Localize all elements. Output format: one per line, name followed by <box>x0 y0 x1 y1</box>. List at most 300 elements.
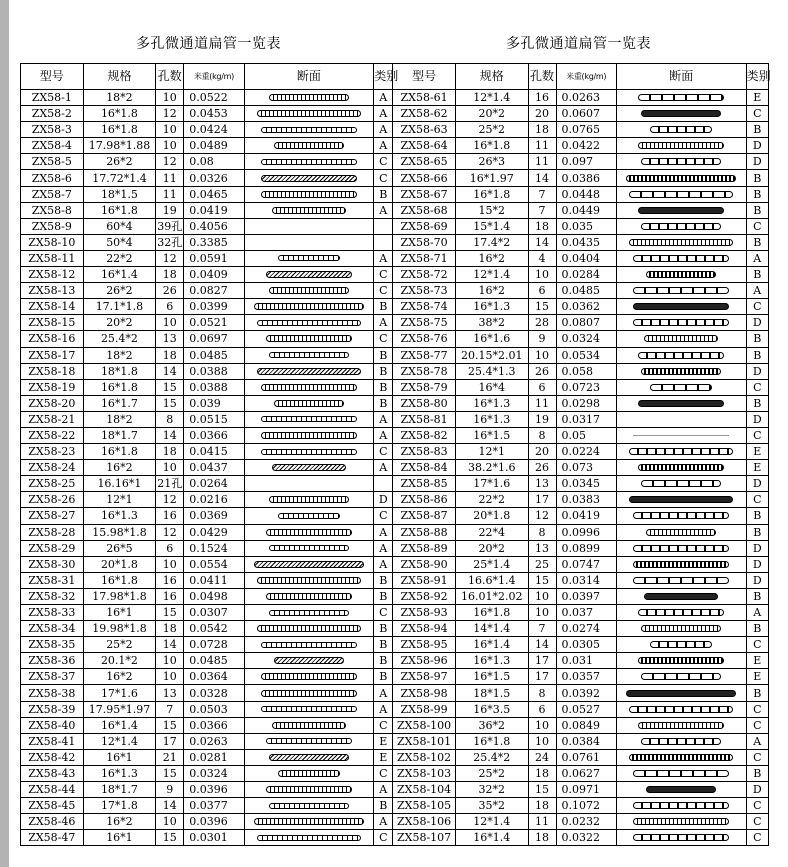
cell-model: ZX58-102 <box>393 749 456 765</box>
table-row <box>21 138 769 154</box>
cell-model: ZX58-36 <box>21 653 84 669</box>
cell-section <box>244 701 374 717</box>
table-row <box>21 492 769 508</box>
table-row <box>21 315 769 331</box>
cell-model: ZX58-45 <box>21 798 84 814</box>
cell-section <box>616 588 746 604</box>
cross-section-diagram <box>644 335 718 342</box>
cell-weight: 0.0971 <box>556 782 616 798</box>
table-row <box>21 347 769 363</box>
cell-model: ZX58-25 <box>21 476 84 492</box>
cell-spec: 16*1.3 <box>455 411 528 427</box>
cell-model: ZX58-71 <box>393 250 456 266</box>
cell-category: A <box>374 250 393 266</box>
cell-holes: 17 <box>528 492 556 508</box>
cell-category: B <box>374 588 393 604</box>
cross-section-diagram <box>257 577 361 584</box>
table-row <box>21 460 769 476</box>
cell-category: A <box>746 283 768 299</box>
cell-category: E <box>374 749 393 765</box>
cross-section-diagram <box>638 352 724 359</box>
cell-weight: 0.0422 <box>556 138 616 154</box>
cell-weight: 0.4056 <box>184 218 244 234</box>
cell-section <box>616 717 746 733</box>
cell-holes: 18 <box>156 444 184 460</box>
cross-section-diagram <box>638 609 724 616</box>
cell-weight: 0.0324 <box>556 331 616 347</box>
cell-weight: 0.0761 <box>556 749 616 765</box>
cell-model: ZX58-97 <box>393 669 456 685</box>
cell-weight: 0.0728 <box>184 637 244 653</box>
header-spec: 规格 <box>83 64 156 90</box>
cell-category: B <box>374 572 393 588</box>
cell-holes: 9 <box>528 331 556 347</box>
cross-section-diagram <box>269 496 349 503</box>
cell-model: ZX58-63 <box>393 122 456 138</box>
cell-weight: 0.0388 <box>184 379 244 395</box>
cell-weight: 0.0521 <box>184 315 244 331</box>
cell-holes: 16 <box>528 90 556 106</box>
header-model: 型号 <box>393 64 456 90</box>
cell-holes: 14 <box>528 170 556 186</box>
cell-section <box>616 315 746 331</box>
cross-section-diagram <box>266 271 352 278</box>
cross-section-diagram <box>257 110 361 117</box>
cell-section <box>616 476 746 492</box>
cell-holes: 21孔 <box>157 477 183 491</box>
cross-section-diagram <box>261 127 357 133</box>
cell-category: E <box>746 669 768 685</box>
cell-spec: 20*1.8 <box>83 556 156 572</box>
cross-section-diagram <box>641 158 721 165</box>
cell-spec: 16*1.4 <box>83 717 156 733</box>
cross-section-diagram <box>272 722 346 729</box>
cell-holes: 15 <box>156 830 184 846</box>
cell-spec: 17.1*1.8 <box>83 299 156 315</box>
cross-section-diagram <box>257 368 361 375</box>
cell-weight: 0.0723 <box>556 379 616 395</box>
cell-weight: 0.0384 <box>556 733 616 749</box>
cell-spec: 18*1.7 <box>83 782 156 798</box>
cell-category: A <box>746 733 768 749</box>
cross-section-diagram <box>269 352 349 358</box>
cell-spec: 16*1.8 <box>455 138 528 154</box>
cell-model: ZX58-23 <box>21 444 84 460</box>
cell-holes: 12 <box>156 250 184 266</box>
cell-spec: 18*1.5 <box>455 685 528 701</box>
cell-weight: 0.0485 <box>556 283 616 299</box>
cell-category: C <box>374 170 393 186</box>
cross-section-diagram <box>254 561 364 568</box>
cell-weight: 0.1072 <box>556 798 616 814</box>
cell-spec: 16*1.5 <box>455 427 528 443</box>
cell-holes: 16 <box>156 572 184 588</box>
cell-weight: 0.0307 <box>184 605 244 621</box>
cross-section-diagram <box>278 770 340 777</box>
cell-category: C <box>746 798 768 814</box>
cell-weight: 0.0453 <box>184 106 244 122</box>
cell-category: C <box>746 701 768 717</box>
cell-spec: 60*4 <box>83 218 156 234</box>
cell-model: ZX58-94 <box>393 621 456 637</box>
cell-weight: 0.0284 <box>556 267 616 283</box>
table-row <box>21 685 769 701</box>
cell-spec: 16*1.3 <box>455 395 528 411</box>
table-row <box>21 444 769 460</box>
cell-holes: 10 <box>528 347 556 363</box>
cell-model: ZX58-41 <box>21 733 84 749</box>
cell-category: C <box>374 331 393 347</box>
cell-weight: 0.0591 <box>184 250 244 266</box>
cell-category: C <box>746 427 768 443</box>
cell-model: ZX58-30 <box>21 556 84 572</box>
cell-section <box>616 733 746 749</box>
header-row <box>21 64 769 90</box>
table-row <box>21 170 769 186</box>
cross-section-diagram <box>626 175 736 182</box>
cell-section <box>616 170 746 186</box>
cell-weight: 0.0827 <box>184 283 244 299</box>
cell-section <box>616 621 746 637</box>
cell-weight: 0.0515 <box>184 411 244 427</box>
cell-model: ZX58-95 <box>393 637 456 653</box>
cross-section-diagram <box>641 625 721 632</box>
cell-section <box>616 508 746 524</box>
cell-category: E <box>746 460 768 476</box>
cell-spec: 16*1.8 <box>83 122 156 138</box>
cell-section <box>616 637 746 653</box>
cell-spec: 16*1 <box>83 605 156 621</box>
cell-weight: 0.0849 <box>556 717 616 733</box>
cell-holes: 6 <box>156 299 184 315</box>
cross-section-diagram <box>261 706 357 712</box>
cell-model: ZX58-16 <box>21 331 84 347</box>
cross-section-diagram <box>638 207 724 214</box>
cell-holes: 14 <box>528 637 556 653</box>
cell-model: ZX58-72 <box>393 267 456 283</box>
cell-model: ZX58-22 <box>21 427 84 443</box>
cell-weight: 0.0366 <box>184 717 244 733</box>
cell-section <box>616 122 746 138</box>
header-weight: 米重(kg/m) <box>556 64 616 90</box>
cell-category: C <box>746 830 768 846</box>
cell-category: B <box>374 669 393 685</box>
cell-holes: 25 <box>528 556 556 572</box>
cell-holes: 10 <box>156 138 184 154</box>
cell-holes: 8 <box>528 427 556 443</box>
cell-category: C <box>374 508 393 524</box>
cell-model: ZX58-8 <box>21 202 84 218</box>
cell-spec: 12*1.4 <box>455 814 528 830</box>
table-row <box>21 395 769 411</box>
cross-section-diagram <box>274 657 344 664</box>
cell-section <box>616 701 746 717</box>
cross-section-diagram <box>254 818 364 825</box>
cell-holes: 15 <box>156 379 184 395</box>
cell-holes: 18 <box>156 621 184 637</box>
cell-weight: 0.0996 <box>556 524 616 540</box>
cell-spec: 16*3.5 <box>455 701 528 717</box>
cross-section-diagram <box>641 368 721 375</box>
cell-category: B <box>374 186 393 202</box>
cross-section-diagram <box>629 191 733 198</box>
cell-weight: 0.0386 <box>556 170 616 186</box>
cell-holes: 10 <box>528 717 556 733</box>
table-row <box>21 154 769 170</box>
cell-section <box>616 492 746 508</box>
cell-model: ZX58-27 <box>21 508 84 524</box>
cell-category: E <box>374 733 393 749</box>
table-row <box>21 524 769 540</box>
cell-holes: 24 <box>528 749 556 765</box>
cell-weight: 0.0807 <box>556 315 616 331</box>
cell-model: ZX58-74 <box>393 299 456 315</box>
cell-weight: 0.0328 <box>184 685 244 701</box>
cell-category: A <box>746 250 768 266</box>
cell-weight: 0.073 <box>556 460 616 476</box>
cell-model: ZX58-32 <box>21 588 84 604</box>
cell-model: ZX58-2 <box>21 106 84 122</box>
cell-section <box>244 267 374 283</box>
cell-section <box>244 234 374 250</box>
cell-weight: 0.0392 <box>556 685 616 701</box>
cell-weight: 0.0607 <box>556 106 616 122</box>
cross-section-diagram <box>261 416 357 422</box>
table-row <box>21 540 769 556</box>
cell-category: C <box>746 814 768 830</box>
cross-section-diagram <box>633 834 729 841</box>
cell-model: ZX58-105 <box>393 798 456 814</box>
cross-section-diagram <box>272 207 346 214</box>
cell-category: C <box>746 749 768 765</box>
cell-weight: 0.0489 <box>184 138 244 154</box>
cell-holes: 17 <box>528 669 556 685</box>
cell-category: E <box>746 444 768 460</box>
cell-weight: 0.0429 <box>184 524 244 540</box>
cross-section-diagram <box>641 110 721 117</box>
cell-spec: 22*2 <box>455 492 528 508</box>
cell-holes: 26 <box>528 363 556 379</box>
cell-model: ZX58-64 <box>393 138 456 154</box>
cell-category: B <box>746 170 768 186</box>
cell-category: C <box>746 299 768 315</box>
cell-section <box>616 154 746 170</box>
cell-category: A <box>374 524 393 540</box>
cell-section <box>244 283 374 299</box>
cross-section-diagram <box>261 673 357 680</box>
cell-spec: 16.01*2.02 <box>455 588 528 604</box>
cell-weight: 0.0232 <box>556 814 616 830</box>
cell-section <box>616 186 746 202</box>
cell-model: ZX58-14 <box>21 299 84 315</box>
cell-spec: 17*1.6 <box>83 685 156 701</box>
cell-weight: 0.08 <box>184 154 244 170</box>
cell-weight: 0.0449 <box>556 202 616 218</box>
cell-category: D <box>746 154 768 170</box>
cell-spec: 12*1.4 <box>455 267 528 283</box>
cell-model: ZX58-84 <box>393 460 456 476</box>
cell-category: A <box>746 605 768 621</box>
cell-section <box>244 492 374 508</box>
cross-section-diagram <box>254 303 364 310</box>
cell-weight: 0.0305 <box>556 637 616 653</box>
table-row <box>21 331 769 347</box>
cell-spec: 15*1.4 <box>455 218 528 234</box>
cell-weight: 0.0326 <box>184 170 244 186</box>
cell-holes: 18 <box>528 122 556 138</box>
cell-category: E <box>746 653 768 669</box>
cell-model: ZX58-93 <box>393 605 456 621</box>
cell-weight: 0.0404 <box>556 250 616 266</box>
cell-section <box>244 186 374 202</box>
cross-section-diagram <box>633 319 729 326</box>
cell-weight: 0.0388 <box>184 363 244 379</box>
cell-weight: 0.0542 <box>184 621 244 637</box>
cell-weight: 0.0747 <box>556 556 616 572</box>
cell-weight: 0.0317 <box>556 411 616 427</box>
cell-model: ZX58-67 <box>393 186 456 202</box>
cell-model: ZX58-17 <box>21 347 84 363</box>
cell-spec: 38.2*1.6 <box>455 460 528 476</box>
table-row <box>21 122 769 138</box>
cell-category: C <box>374 267 393 283</box>
table-row <box>21 653 769 669</box>
cell-holes: 14 <box>156 637 184 653</box>
cell-holes: 18 <box>528 218 556 234</box>
cell-weight: 0.0627 <box>556 765 616 781</box>
cell-holes: 6 <box>528 701 556 717</box>
cell-spec: 16*2 <box>83 460 156 476</box>
cell-weight: 0.0485 <box>184 653 244 669</box>
cell-spec: 16*1.6 <box>455 331 528 347</box>
cell-holes: 14 <box>156 363 184 379</box>
cell-model: ZX58-69 <box>393 218 456 234</box>
cell-model: ZX58-85 <box>393 476 456 492</box>
cell-section <box>616 363 746 379</box>
cross-section-diagram <box>261 642 357 648</box>
cell-category: B <box>746 524 768 540</box>
cell-holes: 6 <box>156 540 184 556</box>
cell-spec: 16*1.7 <box>83 395 156 411</box>
cell-holes: 16 <box>156 508 184 524</box>
cell-model: ZX58-20 <box>21 395 84 411</box>
cell-section <box>244 637 374 653</box>
cell-model: ZX58-73 <box>393 283 456 299</box>
cell-holes: 10 <box>156 814 184 830</box>
cell-weight: 0.0264 <box>184 476 244 492</box>
table-row <box>21 765 769 781</box>
cell-category: C <box>374 605 393 621</box>
cell-spec: 16*1.4 <box>455 830 528 846</box>
table-row <box>21 508 769 524</box>
cell-model: ZX58-33 <box>21 605 84 621</box>
cell-model: ZX58-44 <box>21 782 84 798</box>
cell-category: D <box>746 572 768 588</box>
cell-holes: 15 <box>528 299 556 315</box>
cell-category <box>374 234 393 250</box>
cell-weight: 0.031 <box>556 653 616 669</box>
cell-weight: 0.0263 <box>556 90 616 106</box>
cross-section-diagram <box>641 480 721 487</box>
cross-section-diagram <box>266 593 352 600</box>
cell-holes: 7 <box>156 701 184 717</box>
cross-section-diagram <box>261 159 357 165</box>
cell-section <box>616 556 746 572</box>
cell-category: B <box>746 621 768 637</box>
cell-spec: 12*1.4 <box>83 733 156 749</box>
cross-section-diagram <box>650 641 712 648</box>
cell-holes: 10 <box>156 460 184 476</box>
cell-spec: 16*2 <box>455 283 528 299</box>
cell-spec: 15.98*1.8 <box>83 524 156 540</box>
cell-model: ZX58-78 <box>393 363 456 379</box>
cell-spec: 32*2 <box>455 782 528 798</box>
header-category: 类别 <box>746 64 768 90</box>
table-row <box>21 669 769 685</box>
cell-holes: 10 <box>528 733 556 749</box>
cell-section <box>616 347 746 363</box>
cell-category: D <box>746 556 768 572</box>
cell-holes: 20 <box>528 106 556 122</box>
cell-holes: 28 <box>528 315 556 331</box>
cell-weight: 0.0409 <box>184 267 244 283</box>
cell-model: ZX58-66 <box>393 170 456 186</box>
cell-weight: 0.0396 <box>184 782 244 798</box>
cell-spec: 26*5 <box>83 540 156 556</box>
cell-weight: 0.097 <box>556 154 616 170</box>
cell-category: A <box>374 202 393 218</box>
cross-section-diagram <box>261 690 357 697</box>
cell-section <box>244 427 374 443</box>
cross-section-diagram <box>257 625 361 632</box>
cell-section <box>616 830 746 846</box>
cell-holes: 11 <box>528 154 556 170</box>
cross-section-diagram <box>638 142 724 149</box>
cell-section <box>616 90 746 106</box>
cell-model: ZX58-42 <box>21 749 84 765</box>
cell-section <box>616 379 746 395</box>
cell-category: C <box>746 218 768 234</box>
cell-holes: 11 <box>528 138 556 154</box>
cross-section-diagram <box>633 577 729 584</box>
cell-section <box>616 653 746 669</box>
cell-weight: 0.0396 <box>184 814 244 830</box>
cell-category: C <box>374 717 393 733</box>
cross-section-diagram <box>261 449 357 455</box>
cell-weight: 0.037 <box>556 605 616 621</box>
cell-holes: 12 <box>156 106 184 122</box>
cell-holes: 26 <box>528 460 556 476</box>
cell-model: ZX58-11 <box>21 250 84 266</box>
cell-holes: 15 <box>156 717 184 733</box>
cell-holes: 14 <box>156 427 184 443</box>
cell-spec: 16*1.8 <box>455 733 528 749</box>
cross-section-diagram <box>257 835 361 841</box>
cell-spec: 25*2 <box>455 765 528 781</box>
cell-spec: 50*4 <box>83 234 156 250</box>
cell-section <box>244 524 374 540</box>
cell-category: A <box>374 122 393 138</box>
cell-weight: 0.0503 <box>184 701 244 717</box>
cell-weight: 0.0274 <box>556 621 616 637</box>
cell-model: ZX58-79 <box>393 379 456 395</box>
cell-weight: 0.05 <box>556 427 616 443</box>
cell-model: ZX58-1 <box>21 90 84 106</box>
cell-section <box>244 315 374 331</box>
cell-section <box>244 347 374 363</box>
cell-spec: 16*1.97 <box>455 170 528 186</box>
cell-holes: 32孔 <box>157 235 183 249</box>
